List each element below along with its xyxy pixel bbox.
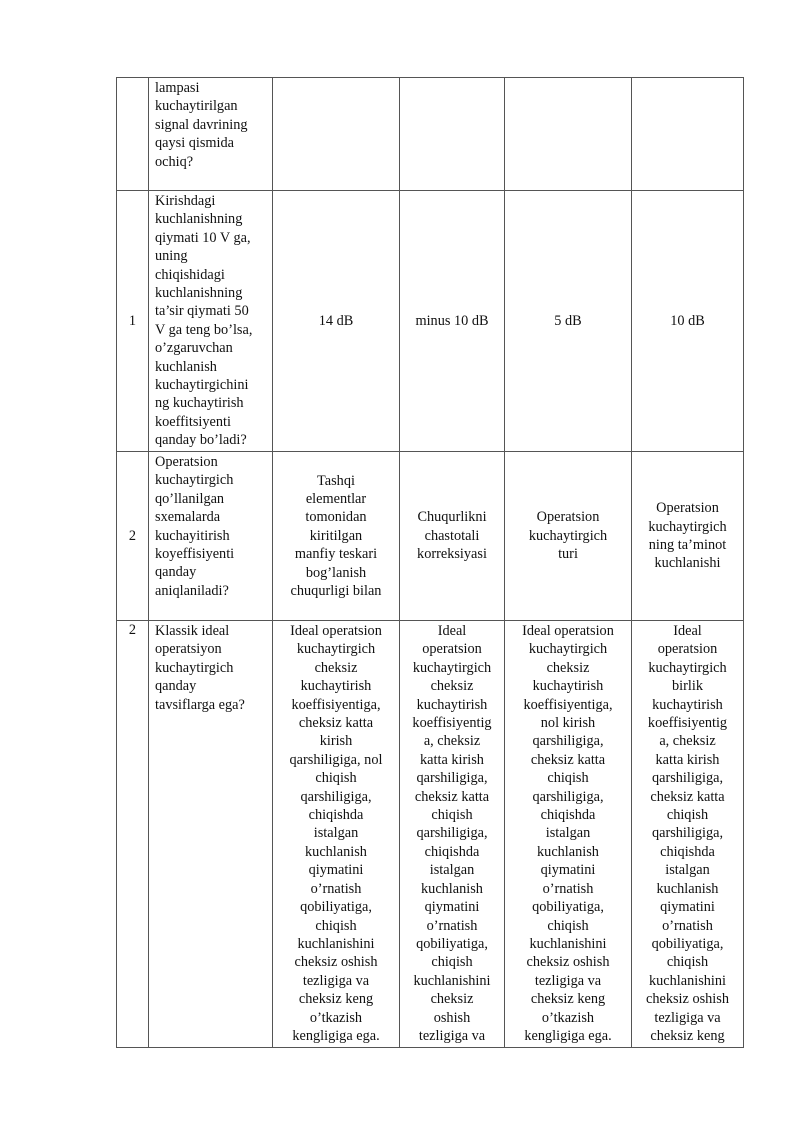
answer-option-1: Tashqi elementlar tomonidan kiritilgan manfiy teskari bog’lanish chuqurligi bilan bbox=[273, 452, 400, 621]
answer-option-4: 10 dB bbox=[632, 191, 744, 452]
answer-option-2: minus 10 dB bbox=[400, 191, 505, 452]
answer-option-1: Ideal operatsion kuchaytirgich cheksiz kuchaytirish koeffisiyentiga, cheksiz katta kirish qarshiligiga, nol chiqish qarshiligiga, chiqishda istalgan kuchlanish qiymatini o’rnatish qobiliyatiga, chiqish kuchlanishini cheksiz oshish tezligiga va cheksiz keng o’tkazish kengligiga ega. bbox=[273, 621, 400, 1048]
table-row bbox=[117, 452, 744, 621]
question-number: 1 bbox=[117, 191, 149, 452]
answer-option-4: Operatsion kuchaytirgich ning ta’minot kuchlanishi bbox=[632, 452, 744, 621]
question-text: Klassik ideal operatsiyon kuchaytirgich qanday tavsiflarga ega? bbox=[149, 621, 273, 1048]
answer-option-3 bbox=[505, 78, 632, 191]
answer-option-3: Operatsion kuchaytirgich turi bbox=[505, 452, 632, 621]
table-row bbox=[117, 78, 744, 191]
answer-option-1 bbox=[273, 78, 400, 191]
table-row bbox=[117, 191, 744, 452]
answer-option-1: 14 dB bbox=[273, 191, 400, 452]
question-text: lampasi kuchaytirilgan signal davrining qaysi qismida ochiq? bbox=[149, 78, 273, 191]
table-row bbox=[117, 621, 744, 1048]
question-text: Operatsion kuchaytirgich qo’llanilgan sxemalarda kuchayitirish koyeffisiyenti qanday aniqlaniladi? bbox=[149, 452, 273, 621]
question-number: 2 bbox=[117, 452, 149, 621]
answer-option-3: Ideal operatsion kuchaytirgich cheksiz kuchaytirish koeffisiyentiga, nol kirish qarshiligiga, cheksiz katta chiqish qarshiligiga, chiqishda istalgan kuchlanish qiymatini o’rnatish qobiliyatiga, chiqish kuchlanishini cheksiz oshish tezligiga va cheksiz keng o’tkazish kengligiga ega. bbox=[505, 621, 632, 1048]
answer-option-4: Ideal operatsion kuchaytirgich birlik kuchaytirish koeffisiyentig a, cheksiz katta kirish qarshiligiga, cheksiz katta chiqish qarshiligiga, chiqishda istalgan kuchlanish qiymatini o’rnatish qobiliyatiga, chiqish kuchlanishini cheksiz oshish tezligiga va cheksiz keng bbox=[632, 621, 744, 1048]
quiz-table bbox=[116, 77, 744, 1048]
question-text: Kirishdagi kuchlanishning qiymati 10 V ga, uning chiqishidagi kuchlanishning ta’sir qiymati 50 V ga teng bo’lsa, o’zgaruvchan kuchlanish kuchaytirgichini ng kuchaytirish koeffitsiyenti qanday bo’ladi? bbox=[149, 191, 273, 452]
answer-option-3: 5 dB bbox=[505, 191, 632, 452]
answer-option-4 bbox=[632, 78, 744, 191]
answer-option-2: Chuqurlikni chastotali korreksiyasi bbox=[400, 452, 505, 621]
question-number: 2 bbox=[117, 621, 149, 1048]
answer-option-2 bbox=[400, 78, 505, 191]
answer-option-2: Ideal operatsion kuchaytirgich cheksiz kuchaytirish koeffisiyentig a, cheksiz katta kirish qarshiligiga, cheksiz katta chiqish qarshiligiga, chiqishda istalgan kuchlanish qiymatini o’rnatish qobiliyatiga, chiqish kuchlanishini cheksiz oshish tezligiga va bbox=[400, 621, 505, 1048]
question-number bbox=[117, 78, 149, 191]
